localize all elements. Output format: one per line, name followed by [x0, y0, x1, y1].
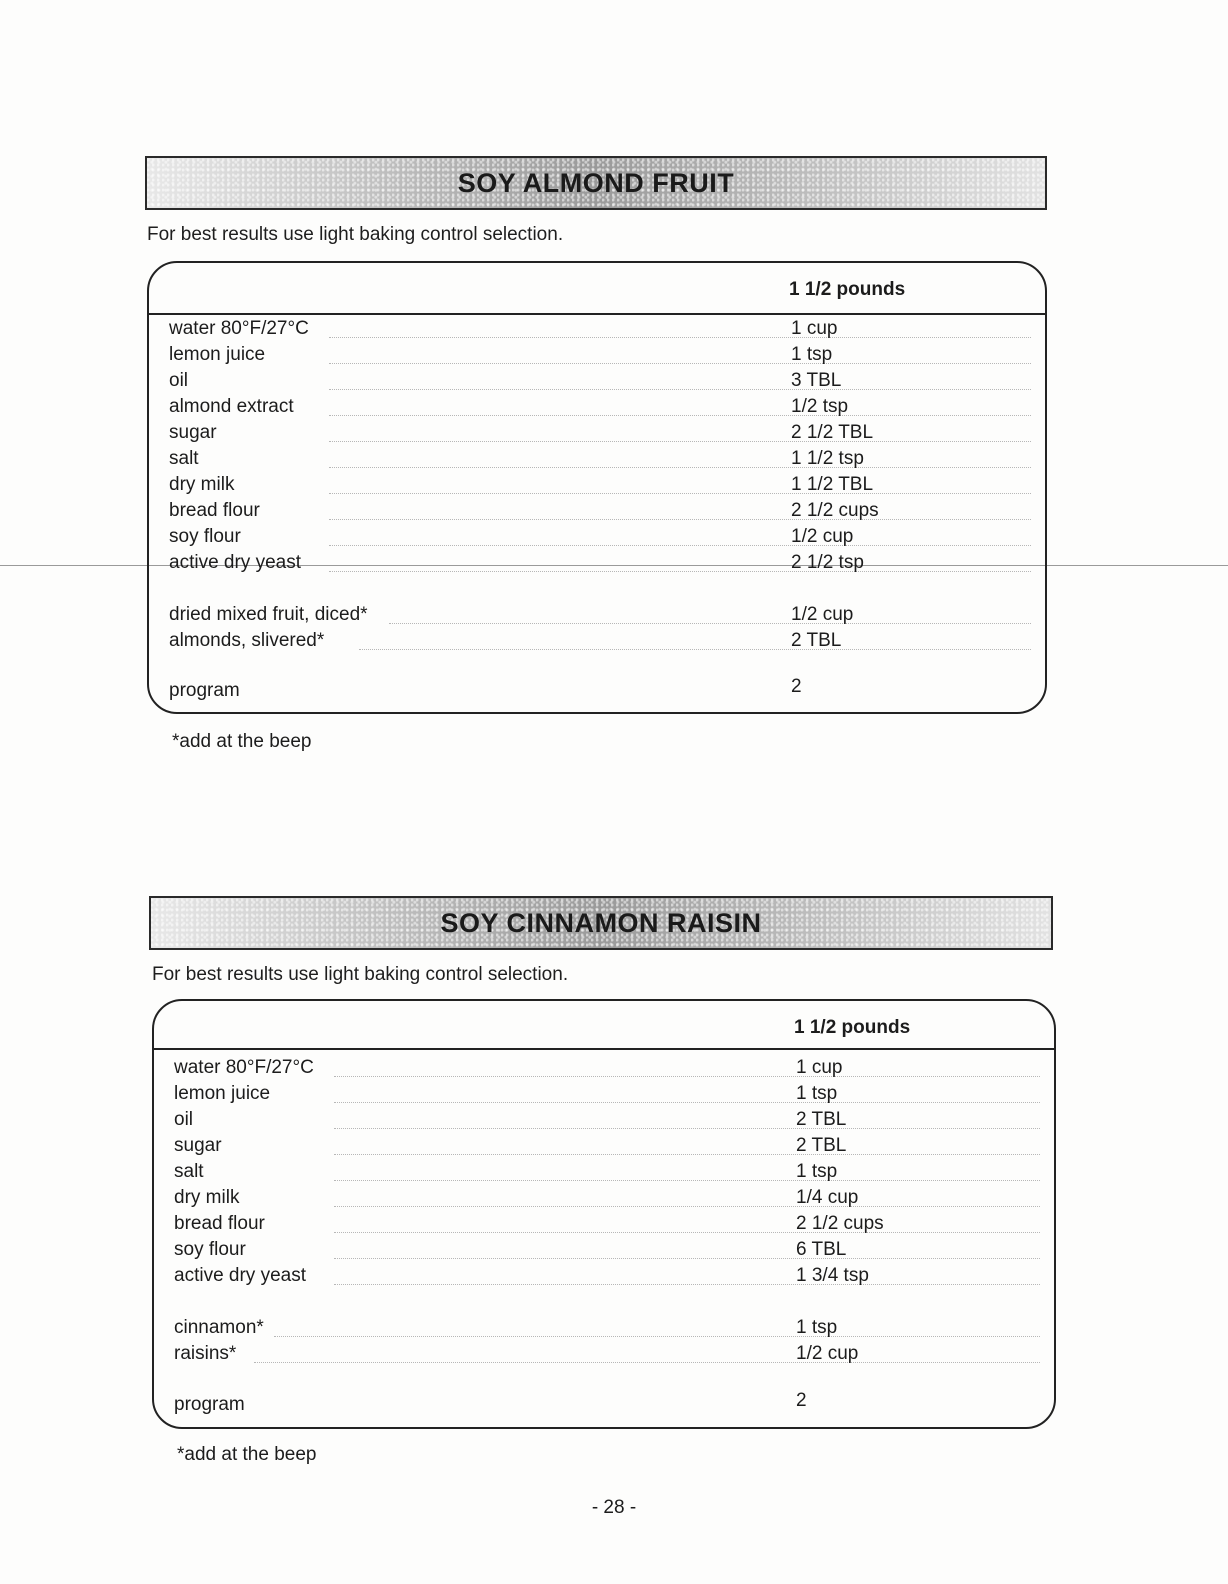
- dot-leader: [334, 1284, 1040, 1285]
- dot-leader: [329, 467, 1031, 468]
- ingredient-name: dry milk: [174, 1187, 240, 1208]
- addition-name: raisins*: [174, 1343, 237, 1364]
- ingredient-name: lemon juice: [169, 344, 266, 365]
- ingredient-row: [169, 500, 1031, 526]
- dot-leader: [334, 1180, 1040, 1181]
- dot-leader: [329, 415, 1031, 416]
- ingredient-row: [174, 1265, 1040, 1291]
- ingredients-box: [152, 999, 1056, 1429]
- dot-leader: [254, 1362, 1040, 1363]
- recipe-title-banner: [145, 156, 1047, 210]
- baking-note: For best results use light baking control selection.: [147, 224, 564, 245]
- ingredient-name: water 80°F/27°C: [169, 318, 309, 339]
- ingredient-row: [174, 1239, 1040, 1265]
- footnote: *add at the beep: [172, 731, 312, 752]
- ingredient-row: [169, 422, 1031, 448]
- ingredient-amount: 1/2 cup: [791, 526, 854, 547]
- ingredient-amount: 1 1/2 tsp: [791, 448, 864, 469]
- dot-leader: [334, 1258, 1040, 1259]
- ingredient-row: [169, 474, 1031, 500]
- program-value: 2: [791, 676, 802, 697]
- ingredient-row: [169, 370, 1031, 396]
- dot-leader: [334, 1232, 1040, 1233]
- ingredient-amount: 2 1/2 cups: [791, 500, 879, 521]
- addition-name: almonds, slivered*: [169, 630, 325, 651]
- dot-leader: [329, 545, 1031, 546]
- loaf-size-header: 1 1/2 pounds: [794, 1017, 911, 1038]
- ingredient-amount: 1 tsp: [791, 344, 833, 365]
- ingredient-name: oil: [174, 1109, 194, 1130]
- ingredient-amount: 2 1/2 TBL: [791, 422, 874, 443]
- header-divider: [154, 1048, 1054, 1050]
- dot-leader: [334, 1102, 1040, 1103]
- recipe-title: SOY ALMOND FRUIT: [457, 167, 735, 198]
- ingredient-amount: 1 1/2 TBL: [791, 474, 874, 495]
- ingredient-row: [174, 1187, 1040, 1213]
- addition-amount: 1/2 cup: [796, 1343, 859, 1364]
- ingredient-name: soy flour: [174, 1239, 246, 1260]
- ingredient-amount: 1 cup: [796, 1057, 843, 1078]
- addition-row: [169, 630, 1031, 656]
- addition-name: dried mixed fruit, diced*: [169, 604, 368, 625]
- dot-leader: [329, 363, 1031, 364]
- ingredient-amount: 1 cup: [791, 318, 838, 339]
- ingredient-amount: 3 TBL: [791, 370, 842, 391]
- ingredient-name: lemon juice: [174, 1083, 271, 1104]
- ingredient-name: bread flour: [174, 1213, 265, 1234]
- page-number: - 28 -: [591, 1497, 637, 1518]
- dot-leader: [334, 1154, 1040, 1155]
- ingredient-amount: 2 TBL: [796, 1135, 847, 1156]
- ingredient-name: salt: [174, 1161, 204, 1182]
- header-divider: [149, 313, 1045, 315]
- dot-leader: [329, 519, 1031, 520]
- ingredient-name: almond extract: [169, 396, 294, 417]
- ingredient-amount: 6 TBL: [796, 1239, 847, 1260]
- ingredient-amount: 2 TBL: [796, 1109, 847, 1130]
- program-row: [174, 1390, 1040, 1420]
- ingredient-row: [169, 318, 1031, 344]
- ingredient-name: active dry yeast: [174, 1265, 306, 1286]
- ingredient-name: oil: [169, 370, 189, 391]
- ingredient-row: [174, 1135, 1040, 1161]
- program-value: 2: [796, 1390, 807, 1411]
- dot-leader: [329, 441, 1031, 442]
- dot-leader: [334, 1076, 1040, 1077]
- ingredient-row: [174, 1083, 1040, 1109]
- footnote: *add at the beep: [177, 1444, 317, 1465]
- addition-row: [174, 1317, 1040, 1343]
- ingredient-name: sugar: [169, 422, 217, 443]
- ingredient-amount: 1 3/4 tsp: [796, 1265, 869, 1286]
- addition-amount: 1 tsp: [796, 1317, 838, 1338]
- addition-row: [169, 604, 1031, 630]
- addition-amount: 2 TBL: [791, 630, 842, 651]
- dot-leader: [329, 389, 1031, 390]
- addition-row: [174, 1343, 1040, 1369]
- ingredient-row: [169, 448, 1031, 474]
- program-label: program: [174, 1394, 245, 1415]
- ingredient-name: bread flour: [169, 500, 260, 521]
- ingredient-name: salt: [169, 448, 199, 469]
- dot-leader: [329, 571, 1031, 572]
- baking-note: For best results use light baking control selection.: [152, 964, 569, 985]
- program-row: [169, 676, 1031, 706]
- dot-leader: [274, 1336, 1040, 1337]
- ingredient-amount: 1 tsp: [796, 1083, 838, 1104]
- addition-name: cinnamon*: [174, 1317, 264, 1338]
- recipe-title: SOY CINNAMON RAISIN: [440, 907, 762, 938]
- ingredient-name: soy flour: [169, 526, 241, 547]
- ingredient-row: [169, 552, 1031, 578]
- ingredient-amount: 1 tsp: [796, 1161, 838, 1182]
- addition-amount: 1/2 cup: [791, 604, 854, 625]
- ingredient-amount: 1/2 tsp: [791, 396, 849, 417]
- ingredient-row: [169, 396, 1031, 422]
- ingredient-row: [174, 1161, 1040, 1187]
- ingredient-amount: 2 1/2 tsp: [791, 552, 864, 573]
- program-label: program: [169, 680, 240, 701]
- ingredients-box: [147, 261, 1047, 714]
- ingredient-name: active dry yeast: [169, 552, 301, 573]
- dot-leader: [389, 623, 1031, 624]
- ingredient-amount: 1/4 cup: [796, 1187, 859, 1208]
- dot-leader: [359, 649, 1031, 650]
- dot-leader: [334, 1206, 1040, 1207]
- ingredient-row: [169, 526, 1031, 552]
- dot-leader: [334, 1128, 1040, 1129]
- ingredient-name: sugar: [174, 1135, 222, 1156]
- loaf-size-header: 1 1/2 pounds: [789, 279, 906, 300]
- ingredient-row: [169, 344, 1031, 370]
- recipe-title-banner: [149, 896, 1053, 950]
- ingredient-name: dry milk: [169, 474, 235, 495]
- ingredient-row: [174, 1057, 1040, 1083]
- ingredient-row: [174, 1109, 1040, 1135]
- ingredient-row: [174, 1213, 1040, 1239]
- dot-leader: [329, 493, 1031, 494]
- ingredient-name: water 80°F/27°C: [174, 1057, 314, 1078]
- dot-leader: [329, 337, 1031, 338]
- ingredient-amount: 2 1/2 cups: [796, 1213, 884, 1234]
